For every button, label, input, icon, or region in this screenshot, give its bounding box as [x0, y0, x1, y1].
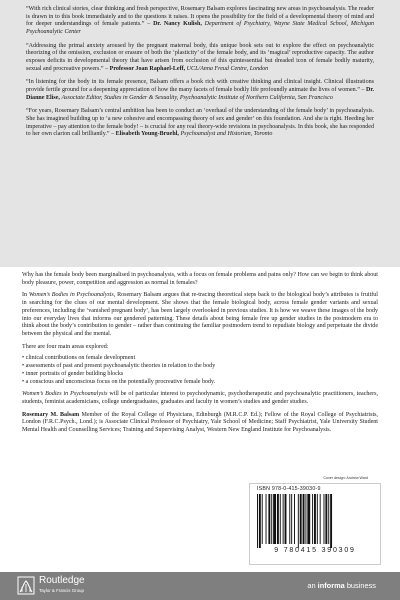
- publisher-subtitle: Taylor & Francis Group: [39, 588, 84, 593]
- areas-list: [22, 354, 378, 387]
- summary-paragraph: In Women’s Bodies in Psychoanalysis, Rosemary Balsam argues that re-tracing theoretical steps back to the biological body’s attributes is fruitful in searching for the clues of our mental development. She shows that the female biological body, across female gender variants and sexual preferences, including the ‘vanished pregnant body’, has been largely overlooked in previous studies. It is how we weave these images of the body into our everyday lives that informs our gendered patterning. These details about being female free up gender studies in the postmodern era to think about the body’s contribution to gender – rather than continuing the familiar postmodern trend to repudiate biology and perpetuate the divide between the physical and the mental.: [22, 292, 378, 338]
- endorsement-quote: “For years, Rosemary Balsam’s central ambition has been to conduct an ‘overhaul of the understanding of the female body’ in psychoanalysis. She has imagined building up to ‘a new cohesive and encompassing theory of sex and gender’ on this foundation. And she is right. Heeding her imperative – pay attention to the female body! – is crucial for any real theory-wide revisions in psychoanalysis. In this book, she has responded to her own clarion call brilliantly.” – Elisabeth Young-Bruehl, Psychoanalyst and Historian, Toronto: [26, 108, 374, 138]
- cover-credit: Cover design: Andrew Ward: [323, 476, 368, 480]
- barcode-icon: [253, 494, 377, 548]
- author-bio: Rosemary M. Balsam Member of the Royal College of Physicians, Edinburgh (M.R.C.P. Ed.); Fellow of the Royal College of Psychiatrists, London (F.R.C.Psych., Lond.); is Associate Clinical Professor of Psychiatry, Yale School of Medicine; Staff Psychiatrist, Yale University Student Mental Health and Counselling Services; Training and Supervising Analyst, Western New England Institute for Psychoanalysis.: [22, 411, 378, 434]
- isbn-label: ISBN 978-0-415-39030-9: [257, 486, 321, 492]
- isbn-barcode: [249, 483, 381, 565]
- description-body: [0, 267, 400, 440]
- list-item: • a conscious and unconscious focus on the potentially procreative female body.: [22, 378, 378, 386]
- list-item: • inner portraits of gender building blocks: [22, 370, 378, 378]
- endorsement-quote: “Addressing the primal anxiety aroused by the pregnant maternal body, this unique book sets out to explore the effect on psychoanalytic theorizing of the omission, exclusion or erasure of both the ‘plasticity’ of the female body, and its ‘magical’ reproductive capacity. The author exposes deficits in developmental theory that have arisen from occlusion of this quintessential but dreaded icon of female bodily maturity, sexual and procreative powers.” – Professor Joan Raphael-Leff, UCL/Anna Freud Centre, London: [26, 42, 374, 72]
- informa-tagline: an informa business: [307, 581, 376, 590]
- isbn-digits: 9 780415 390309: [274, 547, 356, 554]
- list-item: • clinical contributions on female development: [22, 354, 378, 362]
- intro-paragraph: Why has the female body been marginalised in psychoanalysis, with a focus on female problems and pains only? How can we begin to think about body pleasure, power, competition and aggression as normal in females?: [22, 272, 378, 286]
- audience-paragraph: Women’s Bodies in Psychoanalysis will be of particular interest to psychodynamic, psychotherapeutic and psychoanalytic practitioners, teachers, students, feminist academicians, college undergraduates, graduates and faculty in women’s studies and gender studies.: [22, 391, 378, 405]
- endorsements-panel: [0, 0, 400, 267]
- areas-intro: There are four main areas explored:: [22, 343, 109, 350]
- list-item: • assessments of past and present psychoanalytic theories in relation to the body: [22, 362, 378, 370]
- routledge-logo-icon: [17, 576, 35, 595]
- publisher-name: Routledge: [39, 575, 85, 586]
- endorsement-quote: “In listening for the body in its female presence, Balsam offers a book rich with creative thinking and clinical insight. Clinical illustrations provide fertile ground for a deepening appreciation of how the many facets of female bodily life profoundly animate the lives of women.” – Dr. Dianne Elise, Associate Editor, Studies in Gender & Sexuality, Psychoanalytic Institute of Northern California, San Francisco: [26, 79, 375, 101]
- publisher-footer: [0, 572, 400, 600]
- endorsement-quote: “With rich clinical stories, clear thinking and fresh perspective, Rosemary Balsam explores fascinating new areas in psychoanalysis. The reader is drawn in to this book immediately and to the questions it raises. It opens the possibility for the field of a developmental theory of mind and for deeper understandings of female patients.” – Dr. Nancy Kulish, Department of Psychiatry, Wayne State Medical School, Michigan Psychoanalytic Center: [26, 6, 375, 36]
